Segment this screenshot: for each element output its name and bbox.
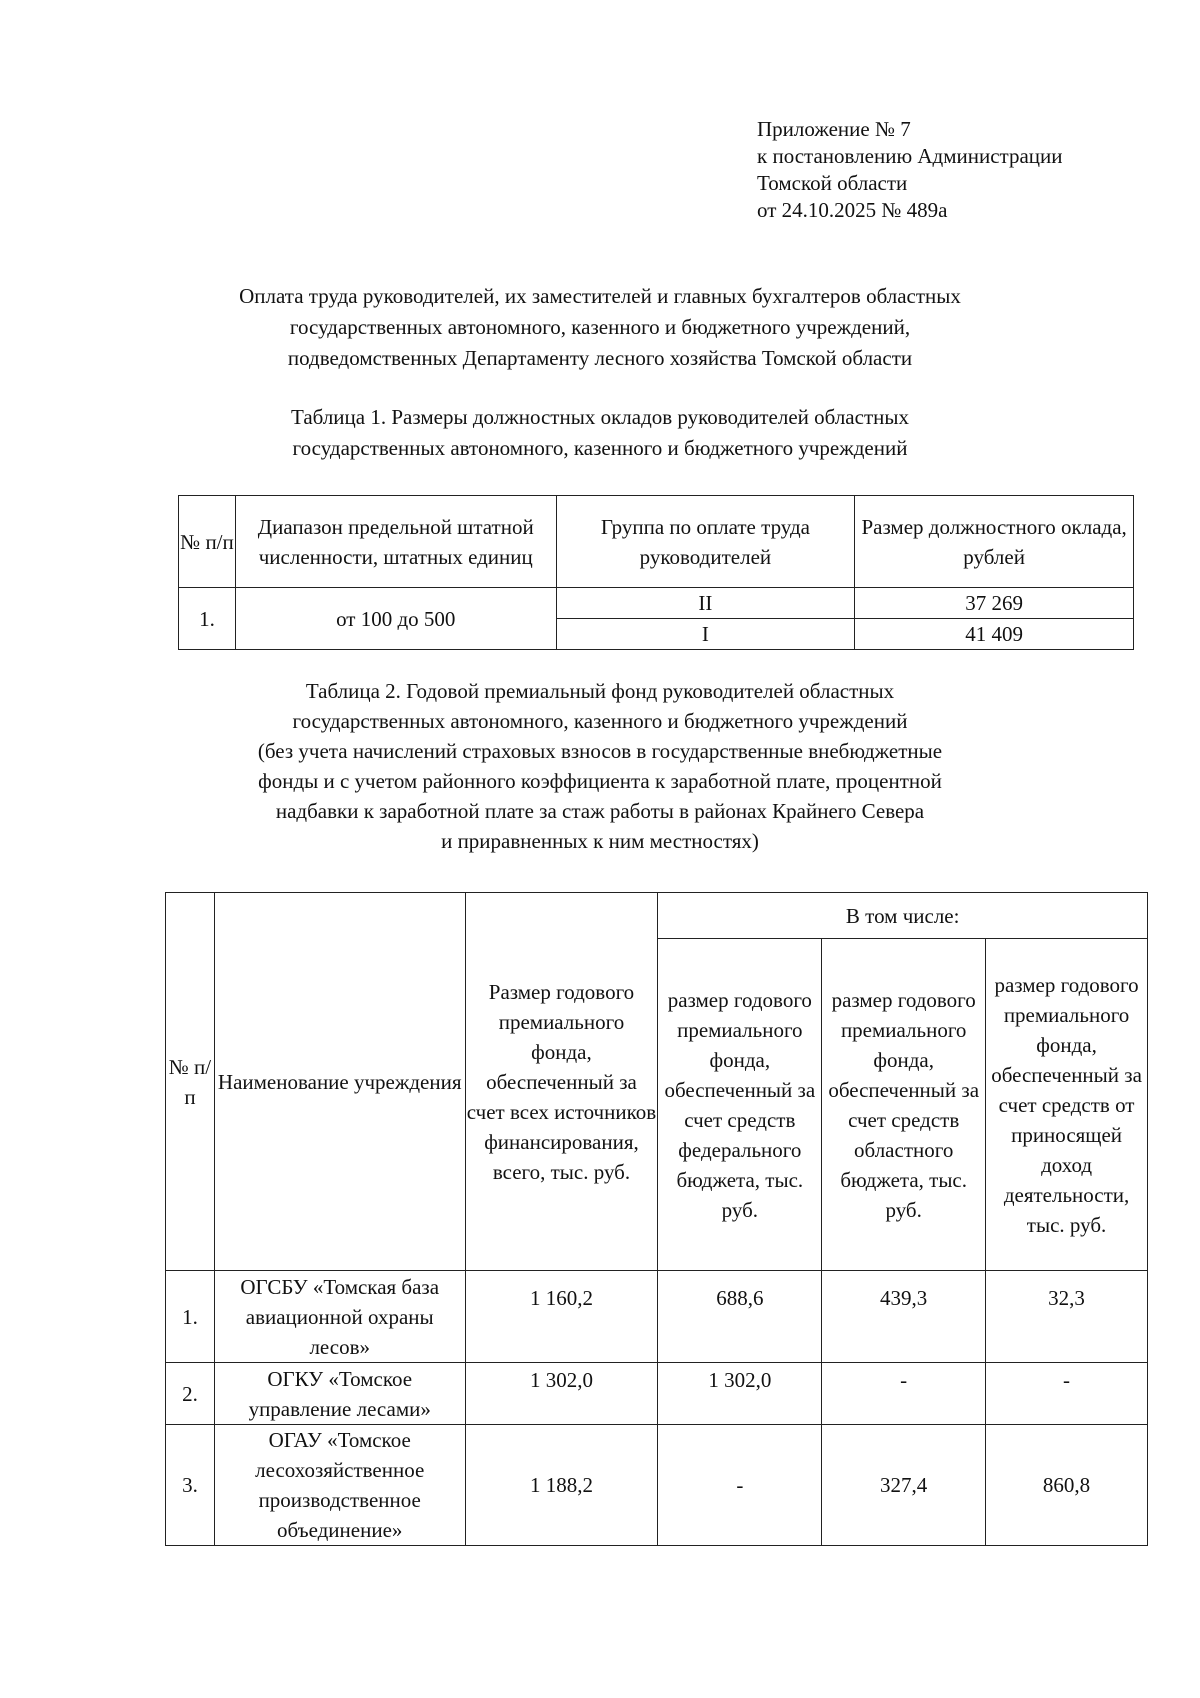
title-line: государственных автономного, казенного и бюджетного учреждений, xyxy=(289,315,911,339)
caption-line: и приравненных к ним местностях) xyxy=(441,829,759,853)
header-regional: размер годового премиального фонда, обеспеченный за счет средств областного бюджета, тыс. руб. xyxy=(822,939,986,1271)
appendix-header xyxy=(757,116,1063,224)
row-federal: - xyxy=(658,1425,822,1546)
salary-table xyxy=(178,495,1134,650)
header-range: Диапазон предельной штатной численности, штатных единиц xyxy=(235,496,556,588)
appendix-line: Томской области xyxy=(757,171,908,195)
row-range: от 100 до 500 xyxy=(235,588,556,650)
row-regional: - xyxy=(822,1363,986,1425)
row-federal: 1 302,0 xyxy=(658,1363,822,1425)
row-income: 32,3 xyxy=(986,1271,1148,1363)
row-name: ОГСБУ «Томская база авиационной охраны лесов» xyxy=(214,1271,465,1363)
caption-line: государственных автономного, казенного и бюджетного учреждений xyxy=(292,436,908,460)
table-row xyxy=(166,1271,1148,1363)
title-line: Оплата труда руководителей, их заместителей и главных бухгалтеров областных xyxy=(239,284,961,308)
header-group: Группа по оплате труда руководителей xyxy=(556,496,855,588)
caption-line: Таблица 1. Размеры должностных окладов руководителей областных xyxy=(291,405,909,429)
row-total: 1 188,2 xyxy=(465,1425,658,1546)
row-regional: 327,4 xyxy=(822,1425,986,1546)
title-line: подведомственных Департаменту лесного хозяйства Томской области xyxy=(287,346,913,370)
appendix-line: Приложение № 7 xyxy=(757,117,911,141)
row-name: ОГАУ «Томское лесохозяйственное производственное объединение» xyxy=(214,1425,465,1546)
table1-caption xyxy=(0,402,1200,464)
row-regional: 439,3 xyxy=(822,1271,986,1363)
header-total: Размер годового премиального фонда, обеспеченный за счет всех источников финансирования, всего, тыс. руб. xyxy=(465,893,658,1271)
header-income: размер годового премиального фонда, обеспеченный за счет средств от приносящей доход деятельности, тыс. руб. xyxy=(986,939,1148,1271)
appendix-line: от 24.10.2025 № 489а xyxy=(757,198,948,222)
caption-line: надбавки к заработной плате за стаж работы в районах Крайнего Севера xyxy=(275,799,925,823)
row-num: 2. xyxy=(166,1363,215,1425)
row-income: 860,8 xyxy=(986,1425,1148,1546)
header-salary: Размер должностного оклада, рублей xyxy=(855,496,1134,588)
table-row xyxy=(166,1363,1148,1425)
row-num: 3. xyxy=(166,1425,215,1546)
header-including: В том числе: xyxy=(658,893,1148,939)
row-total: 1 160,2 xyxy=(465,1271,658,1363)
row-group: II xyxy=(556,588,855,619)
bonus-fund-table xyxy=(165,892,1148,1546)
caption-line: Таблица 2. Годовой премиальный фонд руководителей областных xyxy=(305,679,895,703)
header-num: № п/п xyxy=(166,893,215,1271)
caption-line: фонды и с учетом районного коэффициента к заработной плате, процентной xyxy=(258,769,942,793)
row-total: 1 302,0 xyxy=(465,1363,658,1425)
row-federal: 688,6 xyxy=(658,1271,822,1363)
header-num: № п/п xyxy=(179,496,236,588)
header-name: Наименование учреждения xyxy=(214,893,465,1271)
caption-line: государственных автономного, казенного и бюджетного учреждений xyxy=(292,709,908,733)
table2-caption xyxy=(0,676,1200,856)
appendix-line: к постановлению Администрации xyxy=(757,144,1063,168)
row-income: - xyxy=(986,1363,1148,1425)
row-salary: 37 269 xyxy=(855,588,1134,619)
row-group: I xyxy=(556,619,855,650)
row-name: ОГКУ «Томское управление лесами» xyxy=(214,1363,465,1425)
row-num: 1. xyxy=(179,588,236,650)
table-row xyxy=(166,1425,1148,1546)
document-title xyxy=(0,281,1200,374)
caption-line: (без учета начислений страховых взносов в государственные внебюджетные xyxy=(257,739,943,763)
row-num: 1. xyxy=(166,1271,215,1363)
header-federal: размер годового премиального фонда, обеспеченный за счет средств федерального бюджета, тыс. руб. xyxy=(658,939,822,1271)
row-salary: 41 409 xyxy=(855,619,1134,650)
